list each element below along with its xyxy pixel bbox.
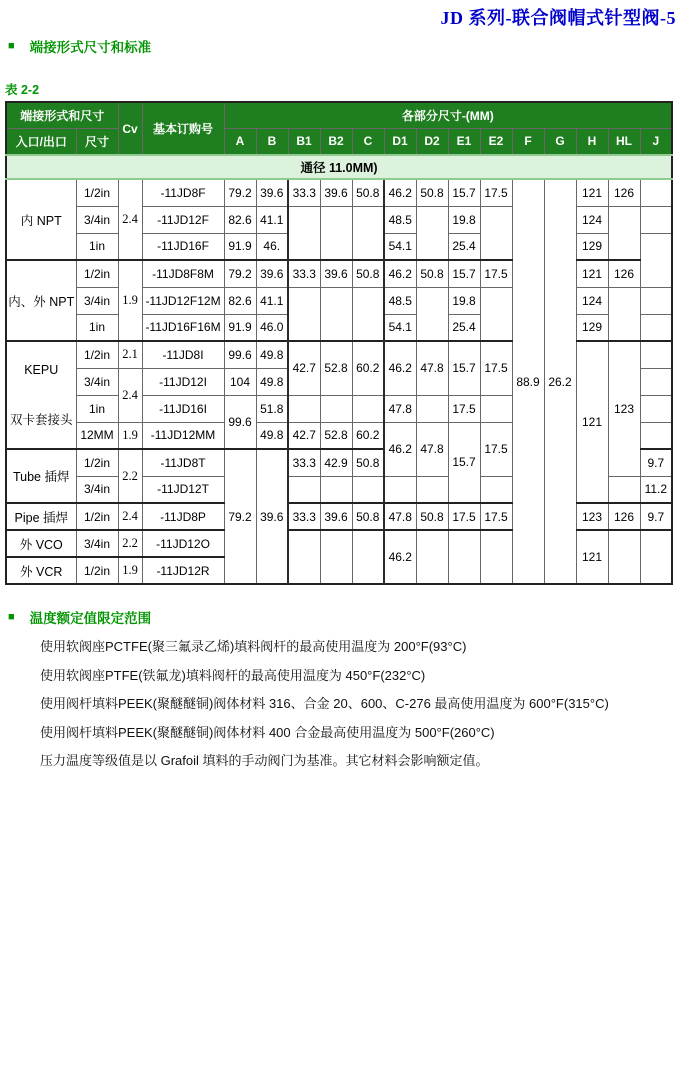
cell-B1	[288, 287, 320, 341]
cell-B2	[320, 476, 352, 503]
header-dim-col-HL: HL	[608, 128, 640, 155]
cell-J	[640, 422, 672, 449]
cell-size: 1in	[76, 314, 118, 341]
cell-cv: 1.9	[118, 422, 142, 449]
cell-order: -11JD8F	[142, 179, 224, 206]
cell-E1	[448, 530, 480, 584]
cell-J	[640, 368, 672, 395]
cell-E1: 17.5	[448, 395, 480, 422]
cell-size: 1/2in	[76, 179, 118, 206]
header-dim-col-C: C	[352, 128, 384, 155]
cell-B1: 33.3	[288, 503, 320, 530]
cell-inlet: 外 VCR	[6, 557, 76, 584]
cell-HL: 126	[608, 260, 640, 287]
cell-D1	[384, 476, 416, 503]
spec-table-body	[6, 179, 672, 584]
cell-B1: 33.3	[288, 260, 320, 287]
cell-HL	[608, 476, 640, 503]
cell-D2	[416, 476, 448, 503]
cell-E1: 15.7	[448, 179, 480, 206]
cell-inlet: 内、外 NPT	[6, 260, 76, 341]
cell-order: -11JD16I	[142, 395, 224, 422]
cell-H: 129	[576, 314, 608, 341]
cell-H: 124	[576, 287, 608, 314]
cell-order: -11JD8T	[142, 449, 224, 476]
cell-E1: 17.5	[448, 503, 480, 530]
cell-J	[640, 395, 672, 422]
cell-B: 49.8	[256, 422, 288, 449]
note-line: 使用软阀座PTFE(铁氟龙)填料阀杆的最高使用温度为 450°F(232°C)	[40, 667, 426, 683]
cell-E2	[480, 476, 512, 503]
cell-D1: 46.2	[384, 530, 416, 584]
cell-H: 121	[576, 530, 608, 584]
cell-E2	[480, 395, 512, 422]
cell-J	[640, 206, 672, 233]
cell-D2: 50.8	[416, 260, 448, 287]
header-dim-col-E1: E1	[448, 128, 480, 155]
cell-size: 1/2in	[76, 503, 118, 530]
cell-B2: 52.8	[320, 341, 352, 395]
cell-J	[640, 530, 672, 584]
cell-B: 51.8	[256, 395, 288, 422]
cell-C: 60.2	[352, 341, 384, 395]
cell-A: 91.9	[224, 314, 256, 341]
square-bullet-icon: ■	[8, 39, 15, 52]
cell-B: 46.	[256, 233, 288, 260]
header-dim-col-B: B	[256, 128, 288, 155]
cell-B1	[288, 476, 320, 503]
cell-B2	[320, 395, 352, 422]
header-order-number: 基本订购号	[142, 102, 224, 155]
cell-D1: 54.1	[384, 233, 416, 260]
cell-B2	[320, 287, 352, 341]
cell-A: 79.2	[224, 449, 256, 584]
header-dim-col-B1: B1	[288, 128, 320, 155]
square-bullet-icon: ■	[8, 610, 15, 623]
section-heading-temperature	[8, 607, 700, 627]
cell-H: 121	[576, 341, 608, 503]
cell-G: 26.2	[544, 179, 576, 584]
note-line: 使用软阀座PCTFE(聚三氟录乙烯)填料阀杆的最高使用温度为 200°F(93°C)	[40, 639, 467, 654]
cell-B: 39.6	[256, 179, 288, 206]
cell-F: 88.9	[512, 179, 544, 584]
cell-HL	[608, 530, 640, 584]
cell-E1: 15.7	[448, 341, 480, 395]
cell-D2: 47.8	[416, 341, 448, 395]
cell-A: 82.6	[224, 206, 256, 233]
section-heading-temperature-label: 温度额定值限定范围	[29, 611, 152, 626]
header-inlet-outlet: 入口/出口	[6, 128, 76, 155]
cell-C	[352, 395, 384, 422]
cell-order: -11JD8F8M	[142, 260, 224, 287]
cell-size: 1in	[76, 233, 118, 260]
page-title: JD 系列-联合阀帽式针型阀-5	[440, 8, 676, 28]
cell-C	[352, 287, 384, 341]
cell-A: 99.6	[224, 341, 256, 368]
cell-B2: 42.9	[320, 449, 352, 476]
cell-A: 82.6	[224, 287, 256, 314]
table-label: 表 2-2	[5, 83, 40, 97]
cell-B2: 39.6	[320, 260, 352, 287]
cell-B1: 42.7	[288, 341, 320, 395]
cell-cv: 1.9	[118, 557, 142, 584]
cell-D1: 46.2	[384, 341, 416, 395]
cell-D2	[416, 206, 448, 260]
cell-order: -11JD12O	[142, 530, 224, 557]
cell-cv: 2.4	[118, 368, 142, 422]
cell-cv: 2.4	[118, 503, 142, 530]
cell-D1: 46.2	[384, 179, 416, 206]
cell-order: -11JD12T	[142, 476, 224, 503]
header-dim-col-A: A	[224, 128, 256, 155]
bore-size-row: 通径 11.0MM)	[6, 155, 672, 179]
cell-B: 39.6	[256, 449, 288, 584]
cell-C: 50.8	[352, 260, 384, 287]
cell-cv: 2.2	[118, 449, 142, 503]
cell-H: 124	[576, 206, 608, 233]
cell-D2: 47.8	[416, 422, 448, 476]
cell-E1: 19.8	[448, 206, 480, 233]
cell-D1: 47.8	[384, 503, 416, 530]
cell-B1: 42.7	[288, 422, 320, 449]
cell-D1: 54.1	[384, 314, 416, 341]
cell-B2: 39.6	[320, 179, 352, 206]
cell-C: 50.8	[352, 449, 384, 476]
cell-E2: 17.5	[480, 422, 512, 476]
note-line: 使用阀杆填料PEEK(聚醚醚铜)阀体材料 400 合金最高使用温度为 500°F(260°C)	[40, 724, 495, 740]
cell-order: -11JD12I	[142, 368, 224, 395]
cell-order: -11JD12MM	[142, 422, 224, 449]
cell-H: 129	[576, 233, 608, 260]
cell-B1	[288, 530, 320, 584]
cell-size: 1/2in	[76, 449, 118, 476]
cell-A: 79.2	[224, 260, 256, 287]
cell-C	[352, 476, 384, 503]
cell-D2	[416, 395, 448, 422]
cell-C: 50.8	[352, 179, 384, 206]
cell-order: -11JD16F16M	[142, 314, 224, 341]
cell-order: -11JD12F	[142, 206, 224, 233]
cell-E2	[480, 287, 512, 341]
cell-B1: 33.3	[288, 449, 320, 476]
cell-B2	[320, 206, 352, 260]
cell-E2: 17.5	[480, 179, 512, 206]
cell-HL: 123	[608, 341, 640, 476]
cell-D2: 50.8	[416, 503, 448, 530]
cell-size: 3/4in	[76, 476, 118, 503]
cell-J	[640, 287, 672, 314]
cell-B1: 33.3	[288, 179, 320, 206]
cell-E1: 25.4	[448, 233, 480, 260]
cell-J: 9.7	[640, 449, 672, 476]
cell-cv: 2.1	[118, 341, 142, 368]
cell-inlet: 外 VCO	[6, 530, 76, 557]
cell-E2: 17.5	[480, 341, 512, 395]
header-dim-col-J: J	[640, 128, 672, 155]
cell-E1: 19.8	[448, 287, 480, 314]
header-dim-col-G: G	[544, 128, 576, 155]
section-heading-dimensions-label: 端接形式尺寸和标准	[29, 40, 152, 55]
cell-H: 121	[576, 260, 608, 287]
cell-J	[640, 314, 672, 341]
cell-B: 41.1	[256, 206, 288, 233]
cell-B1	[288, 395, 320, 422]
cell-E1: 15.7	[448, 422, 480, 503]
cell-B: 49.8	[256, 341, 288, 368]
cell-J	[640, 341, 672, 368]
cell-B2: 39.6	[320, 503, 352, 530]
cell-size: 1/2in	[76, 260, 118, 287]
cell-size: 3/4in	[76, 287, 118, 314]
cell-J: 9.7	[640, 503, 672, 530]
cell-H: 123	[576, 503, 608, 530]
cell-B: 39.6	[256, 260, 288, 287]
cell-D2	[416, 287, 448, 341]
section-heading-dimensions	[8, 36, 700, 56]
cell-D1: 48.5	[384, 206, 416, 233]
cell-order: -11JD8I	[142, 341, 224, 368]
cell-A: 91.9	[224, 233, 256, 260]
cell-E1: 15.7	[448, 260, 480, 287]
cell-size: 1/2in	[76, 557, 118, 584]
cell-C: 60.2	[352, 422, 384, 449]
cell-D1: 47.8	[384, 395, 416, 422]
cell-order: -11JD8P	[142, 503, 224, 530]
cell-size: 3/4in	[76, 206, 118, 233]
cell-D2: 50.8	[416, 179, 448, 206]
cell-B2	[320, 530, 352, 584]
cell-D1: 48.5	[384, 287, 416, 314]
cell-A: 99.6	[224, 395, 256, 449]
cell-E2	[480, 530, 512, 584]
cell-inlet: 内 NPT	[6, 179, 76, 260]
note-line: 使用阀杆填料PEEK(聚醚醚铜)阀体材料 316、合金 20、600、C-276 最高使用温度为 600°F(315°C)	[40, 696, 609, 711]
cell-B1	[288, 206, 320, 260]
cell-E2	[480, 206, 512, 260]
cell-C: 50.8	[352, 503, 384, 530]
cell-C	[352, 206, 384, 260]
cell-size: 12MM	[76, 422, 118, 449]
cell-J	[640, 233, 672, 287]
cell-E1: 25.4	[448, 314, 480, 341]
cell-H: 121	[576, 179, 608, 206]
cell-size: 1in	[76, 395, 118, 422]
cell-inlet: KEPU 双卡套接头	[6, 341, 76, 449]
header-dimensions-group: 各部分尺寸-(MM)	[224, 102, 672, 128]
cell-B: 41.1	[256, 287, 288, 314]
cell-D2	[416, 530, 448, 584]
cell-cv: 2.2	[118, 530, 142, 557]
temperature-notes	[40, 638, 700, 769]
cell-B: 49.8	[256, 368, 288, 395]
header-cv: Cv	[118, 102, 142, 155]
header-dim-col-D2: D2	[416, 128, 448, 155]
cell-C	[352, 530, 384, 584]
cell-J	[640, 179, 672, 206]
cell-B2: 52.8	[320, 422, 352, 449]
cell-E2: 17.5	[480, 503, 512, 530]
spec-table	[5, 101, 673, 585]
cell-order: -11JD16F	[142, 233, 224, 260]
cell-D1: 46.2	[384, 260, 416, 287]
cell-HL: 126	[608, 179, 640, 206]
cell-size: 3/4in	[76, 530, 118, 557]
cell-HL	[608, 287, 640, 341]
cell-HL: 126	[608, 503, 640, 530]
cell-HL	[608, 206, 640, 260]
cell-J: 11.2	[640, 476, 672, 503]
header-dim-col-E2: E2	[480, 128, 512, 155]
cell-E2: 17.5	[480, 260, 512, 287]
cell-B: 46.0	[256, 314, 288, 341]
cell-A: 79.2	[224, 179, 256, 206]
cell-size: 1/2in	[76, 341, 118, 368]
header-size: 尺寸	[76, 128, 118, 155]
header-dim-col-D1: D1	[384, 128, 416, 155]
header-dim-col-B2: B2	[320, 128, 352, 155]
note-line: 压力温度等级值是以 Grafoil 填料的手动阀门为基准。其它材料会影响额定值。	[40, 753, 489, 768]
header-dim-col-F: F	[512, 128, 544, 155]
cell-cv: 2.4	[118, 179, 142, 260]
cell-cv: 1.9	[118, 260, 142, 341]
header-end-connection: 端接形式和尺寸	[6, 102, 118, 128]
cell-order: -11JD12R	[142, 557, 224, 584]
cell-order: -11JD12F12M	[142, 287, 224, 314]
cell-inlet: Tube 插焊	[6, 449, 76, 503]
cell-size: 3/4in	[76, 368, 118, 395]
cell-A: 104	[224, 368, 256, 395]
header-dim-col-H: H	[576, 128, 608, 155]
cell-inlet: Pipe 插焊	[6, 503, 76, 530]
cell-D1: 46.2	[384, 422, 416, 476]
